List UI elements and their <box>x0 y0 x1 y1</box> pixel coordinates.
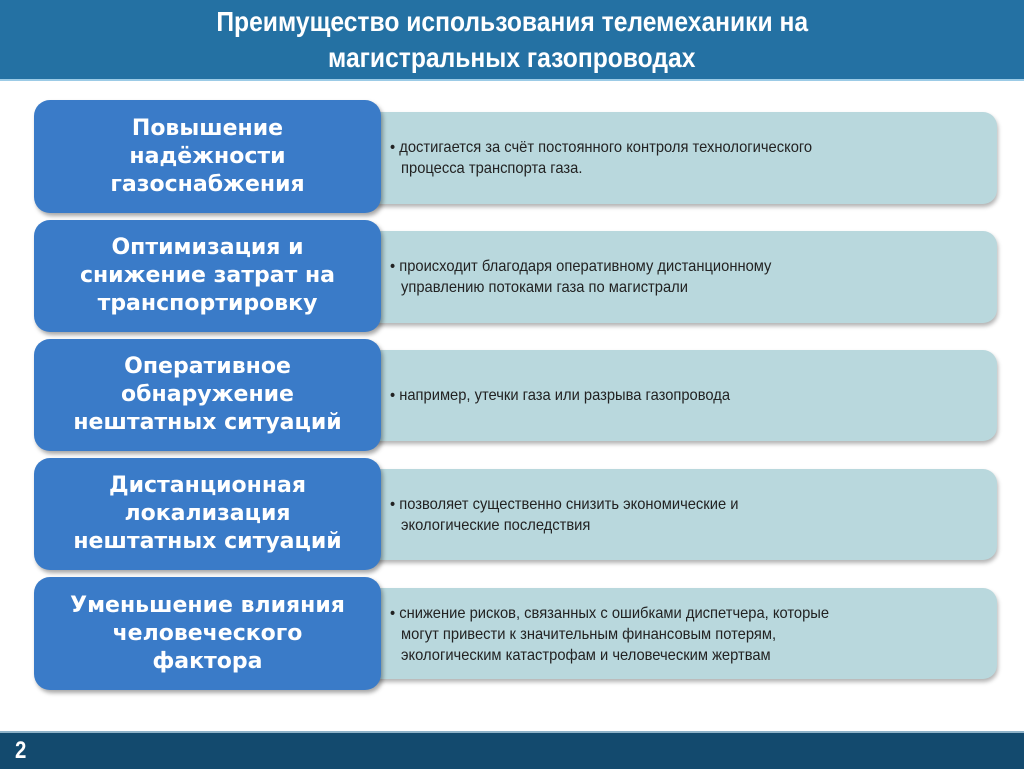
description-line: • снижение рисков, связанных с ошибками диспетчера, которые <box>390 605 830 622</box>
benefit-heading-remote-localization <box>34 458 381 570</box>
benefit-heading-reliability <box>34 100 381 213</box>
benefit-heading-cost-optimization <box>34 220 381 332</box>
slide-footer-bar <box>0 731 1024 769</box>
description-line: • например, утечки газа или разрыва газопровода <box>390 387 731 404</box>
heading-line: транспортировку <box>97 291 318 316</box>
page-number: 2 <box>15 737 27 764</box>
slide-title-bar <box>0 0 1024 81</box>
heading-line: снижение затрат на <box>79 263 336 288</box>
heading-line: локализация <box>124 501 291 526</box>
heading-line: фактора <box>152 648 263 674</box>
benefit-description-cost-optimization <box>370 231 997 323</box>
description-line: экологическим катастрофам и человеческим жертвам <box>401 647 771 664</box>
description-line: могут привести к значительным финансовым потерям, <box>401 626 777 643</box>
slide-title-line-2: магистральных газопроводах <box>328 41 696 73</box>
description-line: процесса транспорта газа. <box>401 160 583 177</box>
slide-title-line-1: Преимущество использования телемеханики на <box>216 5 808 37</box>
heading-line: Дистанционная <box>108 473 307 498</box>
benefit-description-reliability <box>370 112 997 204</box>
heading-line: Повышение <box>131 115 284 141</box>
benefit-heading-incident-detection <box>34 339 381 451</box>
description-line: • позволяет существенно снизить экономические и <box>390 496 739 513</box>
heading-line: нештатных ситуаций <box>73 529 342 554</box>
heading-line: человеческого <box>112 620 303 646</box>
benefit-description-incident-detection <box>370 350 997 441</box>
heading-line: Оптимизация и <box>111 235 304 260</box>
heading-line: нештатных ситуаций <box>73 410 342 435</box>
heading-line: Оперативное <box>124 354 291 379</box>
description-line: экологические последствия <box>401 517 591 534</box>
heading-line: газоснабжения <box>110 171 305 197</box>
description-line: • достигается за счёт постоянного контроля технологического <box>390 139 813 156</box>
description-line: • происходит благодаря оперативному дистанционному <box>390 258 772 275</box>
description-line: управлению потоками газа по магистрали <box>401 279 688 296</box>
heading-line: Уменьшение влияния <box>70 592 345 618</box>
benefit-heading-human-factor <box>34 577 381 690</box>
heading-line: обнаружение <box>121 382 294 407</box>
heading-line: надёжности <box>129 143 286 169</box>
benefit-description-remote-localization <box>370 469 997 560</box>
benefit-description-human-factor <box>370 588 997 679</box>
